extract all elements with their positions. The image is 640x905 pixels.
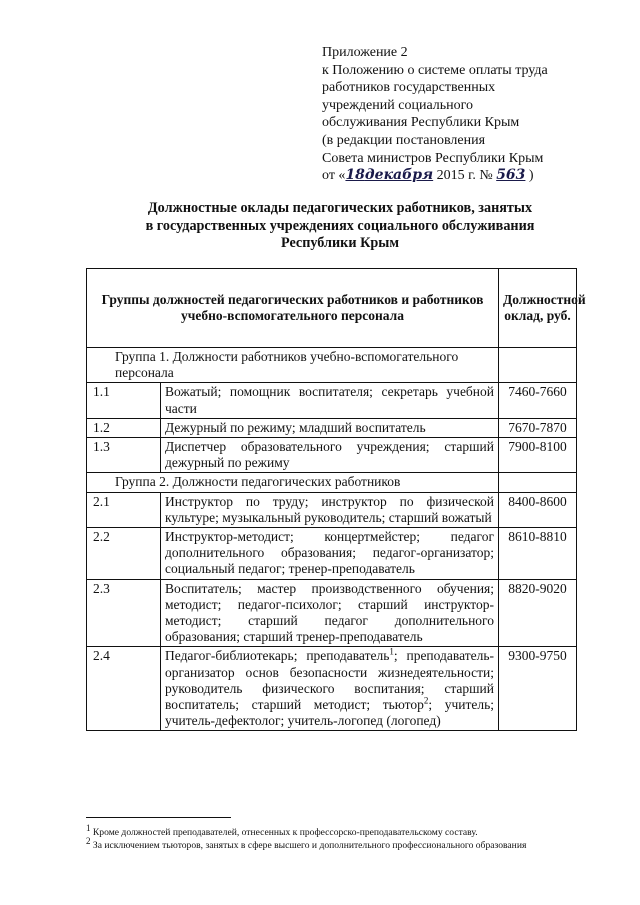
- row-number: 2.1: [87, 492, 161, 527]
- group-2-title: Группа 2. Должности педагогических работников: [87, 473, 499, 492]
- table-row: [87, 579, 577, 647]
- footnote-divider: [86, 817, 231, 818]
- row-salary: 7900-8100: [499, 438, 577, 473]
- footnote-ref: 2: [423, 695, 429, 706]
- footnote: $^1$ Кроме должностей преподавателей, отнесенных к профессорско-преподавательскому составу.: [86, 822, 478, 838]
- row-positions: Диспетчер образовательного учреждения; старший дежурный по режиму: [161, 438, 499, 473]
- group-row: [87, 473, 577, 492]
- handwritten-month: декабря: [364, 167, 434, 184]
- row-salary: 8820-9020: [499, 579, 577, 647]
- row-number: 2.4: [87, 647, 161, 731]
- row-positions: Инструктор по труду; инструктор по физической культуре; музыкальный руководитель; старший вожатый: [161, 492, 499, 527]
- table-row: [87, 528, 577, 580]
- row-positions: Педагог-библиотекарь; преподаватель$^1$; преподаватель-организатор основ безопасности жизнедеятельности; руководитель физического воспитания; старший воспитатель; старший методист; тьютор$^2$; учитель; учитель-дефектолог; учитель-логопед (логопед): [161, 647, 499, 731]
- row-positions: Вожатый; помощник воспитателя; секретарь учебной части: [161, 383, 499, 418]
- appendix-line: учреждений социального: [322, 97, 474, 113]
- table-row: [87, 438, 577, 473]
- row-salary: 7460-7660: [499, 383, 577, 418]
- table-row: [87, 492, 577, 527]
- row-positions: Воспитатель; мастер производственного обучения; методист; педагог-психолог; старший инструктор-методист; старший педагог дополнительного образования; старший тренер-преподаватель: [161, 579, 499, 647]
- table-row: [87, 383, 577, 418]
- handwritten-number: 563: [496, 167, 526, 184]
- header-groups: Группы должностей педагогических работников и работников учебно-вспомогательного персонала: [87, 269, 499, 348]
- row-salary: 8400-8600: [499, 492, 577, 527]
- row-positions: Дежурный по режиму; младший воспитатель: [161, 418, 499, 437]
- document-title: Должностные оклады педагогических работников, занятых в государственных учреждениях социального обслуживания Республики Крым: [145, 200, 535, 251]
- row-salary: 8610-8810: [499, 528, 577, 580]
- appendix-line: Совета министров Республики Крым: [322, 150, 544, 166]
- header-salary: Должностной оклад, руб.: [499, 269, 577, 348]
- group-row: [87, 348, 577, 383]
- footnote: $^2$ За исключением тьюторов, занятых в сфере высшего и дополнительного профессионального образования: [86, 835, 527, 851]
- footnote-ref: 1: [389, 646, 394, 657]
- appendix-line: к Положению о системе оплаты труда: [322, 62, 548, 78]
- appendix-line: (в редакции постановления: [322, 132, 486, 148]
- row-salary: 7670-7870: [499, 418, 577, 437]
- footnotes: [86, 822, 606, 852]
- row-number: 2.2: [87, 528, 161, 580]
- table-header-row: [87, 269, 577, 348]
- row-number: 2.3: [87, 579, 161, 647]
- handwritten-day: 18: [345, 167, 365, 184]
- appendix-line: работников государственных: [322, 80, 496, 96]
- group-1-title: Группа 1. Должности работников учебно-вспомогательного персонала: [87, 348, 499, 383]
- row-positions: Инструктор-методист; концертмейстер; педагог дополнительного образования; педагог-организатор; социальный педагог; тренер-преподаватель: [161, 528, 499, 580]
- row-number: 1.1: [87, 383, 161, 418]
- row-number: 1.3: [87, 438, 161, 473]
- salary-table: [86, 268, 586, 731]
- appendix-date-line: от «18декабря 2015 г. № 563 ): [322, 167, 534, 184]
- appendix-block: [322, 44, 622, 185]
- table-row: [87, 418, 577, 437]
- appendix-line: обслуживания Республики Крым: [322, 115, 520, 131]
- row-number: 1.2: [87, 418, 161, 437]
- appendix-line: Приложение 2: [322, 45, 408, 60]
- row-salary: 9300-9750: [499, 647, 577, 731]
- table-row: [87, 647, 577, 731]
